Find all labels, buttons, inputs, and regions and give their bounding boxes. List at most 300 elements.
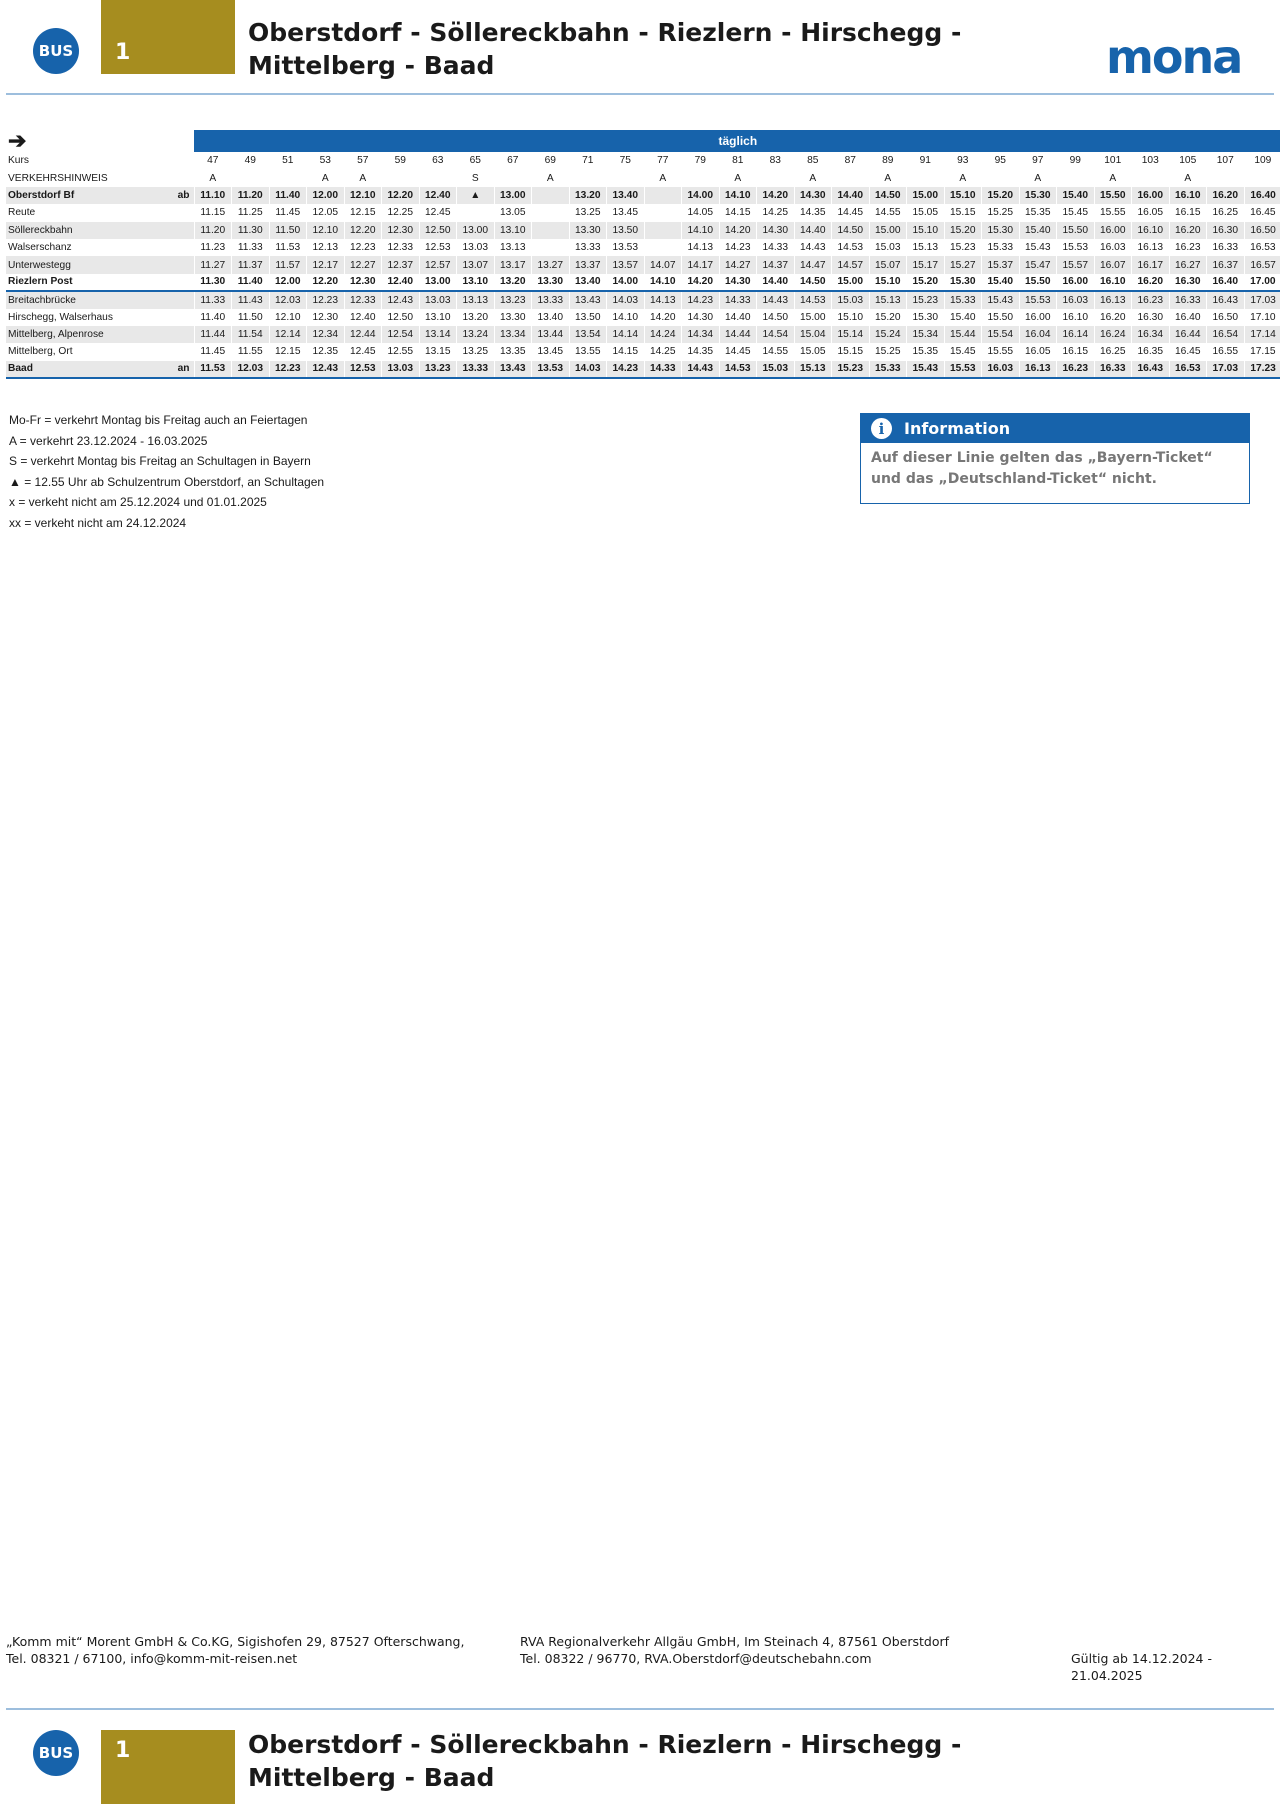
departure-time: 16.20 <box>1207 187 1245 204</box>
departure-time: 16.45 <box>1250 207 1276 219</box>
departure-time: 14.50 <box>794 274 832 291</box>
departure-time: 16.57 <box>1244 256 1280 273</box>
footnote: x = verkeht nicht am 25.12.2024 und 01.01.2025 <box>9 495 267 509</box>
departure-time: 12.14 <box>269 326 307 343</box>
hinweis-code <box>1132 169 1170 186</box>
spacer-cell <box>174 169 194 186</box>
departure-time: 15.03 <box>875 242 901 254</box>
departure-time: 15.40 <box>1019 222 1057 239</box>
departure-time: 15.50 <box>1057 222 1095 239</box>
departure-time: 13.30 <box>569 222 607 239</box>
band-row <box>6 130 1280 152</box>
departure-time: 16.05 <box>1137 207 1163 219</box>
departure-time: 12.20 <box>344 222 382 239</box>
kurs-number: 57 <box>357 155 369 167</box>
departure-time: 12.35 <box>312 346 338 358</box>
departure-time: 11.15 <box>200 207 226 219</box>
departure-time: 15.27 <box>944 256 982 273</box>
departure-time: 14.53 <box>837 242 863 254</box>
departure-time: 14.23 <box>725 242 751 254</box>
departure-time: 14.20 <box>757 187 795 204</box>
departure-time: 15.50 <box>1094 187 1132 204</box>
departure-time: 13.54 <box>569 326 607 343</box>
departure-time: 15.35 <box>1025 207 1051 219</box>
kurs-number: 103 <box>1141 155 1159 167</box>
departure-time: 15.50 <box>987 311 1013 323</box>
stop-marker <box>174 222 194 239</box>
stop-marker <box>174 343 194 360</box>
departure-time: 13.10 <box>494 222 532 239</box>
departure-time: 15.14 <box>832 326 870 343</box>
departure-time: 14.50 <box>762 311 788 323</box>
departure-time: 11.40 <box>200 311 226 323</box>
info-icon: i <box>871 418 892 439</box>
departure-time: 15.30 <box>912 311 938 323</box>
departure-time: 15.00 <box>907 187 945 204</box>
kurs-number: 89 <box>882 155 894 167</box>
stop-marker <box>174 239 194 256</box>
hinweis-code: S <box>471 172 479 184</box>
hinweis-code <box>494 169 532 186</box>
departure-time: 14.10 <box>644 274 682 291</box>
departure-time: 14.47 <box>794 256 832 273</box>
departure-time: 11.40 <box>269 187 307 204</box>
departure-time: 11.25 <box>237 207 263 219</box>
departure-time: 12.30 <box>312 311 338 323</box>
hinweis-code: A <box>659 172 667 184</box>
departure-time <box>457 204 495 221</box>
departure-time: 15.44 <box>944 326 982 343</box>
departure-time <box>532 204 570 221</box>
departure-time: 13.57 <box>607 256 645 273</box>
departure-time: 17.03 <box>1207 361 1245 378</box>
departure-time: 16.40 <box>1175 311 1201 323</box>
departure-time: 15.53 <box>1062 242 1088 254</box>
stop-name: Reute <box>8 207 36 219</box>
departure-time: 15.35 <box>912 346 938 358</box>
departure-time: 11.20 <box>232 187 270 204</box>
departure-time: 15.20 <box>875 311 901 323</box>
departure-time: 16.23 <box>1175 242 1201 254</box>
departure-time: 12.53 <box>344 361 382 378</box>
hinweis-code <box>832 169 870 186</box>
departure-time: 13.05 <box>500 207 526 219</box>
departure-time: 16.40 <box>1207 274 1245 291</box>
departure-time: 14.50 <box>869 187 907 204</box>
departure-time: 13.15 <box>425 346 451 358</box>
departure-time: 15.03 <box>832 291 870 308</box>
departure-time: 11.57 <box>269 256 307 273</box>
departure-time: 14.00 <box>682 187 720 204</box>
stop-row <box>6 326 1280 343</box>
departure-time: 16.20 <box>1100 311 1126 323</box>
departure-time: 13.53 <box>612 242 638 254</box>
departure-time: 14.35 <box>800 207 826 219</box>
kurs-number: 59 <box>394 155 406 167</box>
departure-time: 15.55 <box>987 346 1013 358</box>
departure-time: 13.40 <box>607 187 645 204</box>
departure-time: 14.17 <box>682 256 720 273</box>
operator-address-left <box>6 1633 464 1667</box>
kurs-number: 51 <box>282 155 294 167</box>
departure-time: 16.03 <box>1057 291 1095 308</box>
departure-time: 13.25 <box>462 346 488 358</box>
departure-time: 17.03 <box>1244 291 1280 308</box>
departure-time: 15.13 <box>794 361 832 378</box>
hinweis-code: A <box>809 172 817 184</box>
kurs-number: 99 <box>1069 155 1081 167</box>
departure-time: 15.40 <box>950 311 976 323</box>
departure-time: 13.43 <box>569 291 607 308</box>
stop-row <box>6 291 1280 308</box>
departure-time: 13.53 <box>532 361 570 378</box>
departure-time: 12.27 <box>344 256 382 273</box>
departure-time: 14.05 <box>687 207 713 219</box>
departure-time: 14.53 <box>719 361 757 378</box>
departure-time: 13.35 <box>500 346 526 358</box>
departure-time: 14.43 <box>800 242 826 254</box>
departure-time: 11.37 <box>232 256 270 273</box>
operator-address-middle <box>520 1633 949 1667</box>
departure-time <box>532 187 570 204</box>
departure-time: 16.30 <box>1207 222 1245 239</box>
departure-time: 11.44 <box>194 326 232 343</box>
departure-time: 12.20 <box>307 274 345 291</box>
operator-left-line-1: „Komm mit“ Morent GmbH & Co.KG, Sigishofen 29, 87527 Ofterschwang, <box>6 1634 465 1649</box>
departure-time: 13.55 <box>575 346 601 358</box>
stop-row <box>6 204 1280 221</box>
departure-time: 13.23 <box>419 361 457 378</box>
stop-name: Mittelberg, Ort <box>8 346 73 358</box>
departure-time: 12.25 <box>387 207 413 219</box>
departure-time: 14.54 <box>757 326 795 343</box>
departure-time: 15.43 <box>1025 242 1051 254</box>
departure-time: 11.45 <box>275 207 301 219</box>
departure-time: 16.13 <box>1094 291 1132 308</box>
operator-left-line-2: Tel. 08321 / 67100, info@komm-mit-reisen.net <box>6 1651 298 1666</box>
departure-time: 15.23 <box>832 361 870 378</box>
departure-time: 15.25 <box>987 207 1013 219</box>
departure-time: 15.10 <box>869 274 907 291</box>
route-title <box>248 16 961 82</box>
stop-row <box>6 256 1280 273</box>
page-header <box>0 0 1280 94</box>
departure-time: 15.54 <box>982 326 1020 343</box>
hinweis-code <box>607 169 645 186</box>
departure-time: 14.34 <box>682 326 720 343</box>
departure-time: 15.55 <box>1100 207 1126 219</box>
operator-mid-line-1: RVA Regionalverkehr Allgäu GmbH, Im Steinach 4, 87561 Oberstdorf <box>520 1634 950 1649</box>
hinweis-code <box>1057 169 1095 186</box>
departure-time: 12.37 <box>382 256 420 273</box>
departure-time: 14.44 <box>719 326 757 343</box>
departure-time <box>644 222 682 239</box>
departure-time: 16.43 <box>1132 361 1170 378</box>
departure-time: 11.54 <box>232 326 270 343</box>
departure-time <box>644 239 682 256</box>
info-text: Auf dieser Linie gelten das „Bayern-Ticket“ und das „Deutschland-Ticket“ nicht. <box>871 450 1213 487</box>
departure-time: 12.40 <box>350 311 376 323</box>
departure-time: 13.03 <box>419 291 457 308</box>
departure-time: 13.13 <box>457 291 495 308</box>
departure-time: 16.15 <box>1175 207 1201 219</box>
departure-time <box>532 239 570 256</box>
stop-row <box>6 361 1280 378</box>
hinweis-code: A <box>959 172 967 184</box>
departure-time: 14.33 <box>644 361 682 378</box>
kurs-number: 97 <box>1032 155 1044 167</box>
departure-time: 16.07 <box>1094 256 1132 273</box>
departure-time: 11.50 <box>237 311 263 323</box>
hinweis-code: A <box>359 172 367 184</box>
departure-time: 13.23 <box>494 291 532 308</box>
departure-time: 16.17 <box>1132 256 1170 273</box>
kurs-number: 109 <box>1254 155 1272 167</box>
departure-time: 15.30 <box>982 222 1020 239</box>
departure-time: 12.45 <box>350 346 376 358</box>
departure-time: 12.40 <box>419 187 457 204</box>
departure-time: 16.20 <box>1132 274 1170 291</box>
departure-time: 15.33 <box>869 361 907 378</box>
kurs-number: 75 <box>619 155 631 167</box>
stop-marker: ab <box>174 187 194 204</box>
stop-marker <box>174 291 194 308</box>
departure-time: 13.13 <box>500 242 526 254</box>
departure-time: 16.54 <box>1207 326 1245 343</box>
departure-time: 14.10 <box>682 222 720 239</box>
departure-time: 14.13 <box>644 291 682 308</box>
line-number: 1 <box>101 0 235 74</box>
stop-row <box>6 343 1280 360</box>
footnote: S = verkehrt Montag bis Freitag an Schultagen in Bayern <box>9 454 311 468</box>
kurs-number: 87 <box>844 155 856 167</box>
departure-time: 16.24 <box>1094 326 1132 343</box>
departure-time: 15.30 <box>944 274 982 291</box>
departure-time: 16.23 <box>1057 361 1095 378</box>
departure-time: 14.13 <box>687 242 713 254</box>
departure-time: 16.23 <box>1132 291 1170 308</box>
route-title-line-2: Mittelberg - Baad <box>248 51 495 80</box>
departure-time: 15.10 <box>944 187 982 204</box>
departure-time: 14.15 <box>725 207 751 219</box>
departure-time: 12.00 <box>307 187 345 204</box>
departure-time: 14.25 <box>762 207 788 219</box>
departure-time: 16.10 <box>1169 187 1207 204</box>
stop-name: Hirschegg, Walserhaus <box>8 311 113 323</box>
route-title-line-2: Mittelberg - Baad <box>248 1763 495 1792</box>
departure-time: 16.15 <box>1062 346 1088 358</box>
departure-time: 14.10 <box>719 187 757 204</box>
departure-time: 16.33 <box>1212 242 1238 254</box>
stop-name: Breitachbrücke <box>6 291 174 308</box>
departure-time: 16.55 <box>1212 346 1238 358</box>
departure-time: 14.35 <box>687 346 713 358</box>
departure-time: 13.40 <box>569 274 607 291</box>
departure-time: 12.43 <box>382 291 420 308</box>
departure-time: 12.55 <box>387 346 413 358</box>
departure-time: 12.13 <box>312 242 338 254</box>
spacer-cell <box>174 130 194 152</box>
footer-divider <box>6 1708 1274 1710</box>
departure-time: 12.45 <box>425 207 451 219</box>
departure-time: 14.57 <box>832 256 870 273</box>
stop-name: Baad <box>6 361 174 378</box>
departure-time: 15.24 <box>869 326 907 343</box>
departure-time: 16.50 <box>1244 222 1280 239</box>
departure-time: 14.45 <box>725 346 751 358</box>
departure-time: 16.00 <box>1094 222 1132 239</box>
departure-time: 15.04 <box>794 326 832 343</box>
stop-marker <box>174 204 194 221</box>
stop-name: Oberstdorf Bf <box>6 187 174 204</box>
departure-time: 13.40 <box>537 311 563 323</box>
footnote: A = verkehrt 23.12.2024 - 16.03.2025 <box>9 433 208 448</box>
departure-time: 14.40 <box>757 274 795 291</box>
footnote: xx = verkeht nicht am 24.12.2024 <box>9 515 187 530</box>
departure-time: 13.17 <box>494 256 532 273</box>
route-title-line-1: Oberstdorf - Söllereckbahn - Riezlern - Hirschegg - <box>248 1730 962 1759</box>
departure-time: 12.23 <box>307 291 345 308</box>
departure-time: 12.30 <box>382 222 420 239</box>
kurs-number: 53 <box>319 155 331 167</box>
hinweis-label: VERKEHRSHINWEIS <box>8 172 108 184</box>
departure-time: ▲ <box>457 187 495 204</box>
departure-time: 16.10 <box>1094 274 1132 291</box>
departure-time: 12.50 <box>419 222 457 239</box>
kurs-number: 67 <box>507 155 519 167</box>
departure-time: 12.03 <box>232 361 270 378</box>
departure-time: 16.43 <box>1207 291 1245 308</box>
departure-time: 13.50 <box>575 311 601 323</box>
departure-time: 15.05 <box>912 207 938 219</box>
stop-name: Mittelberg, Alpenrose <box>6 326 174 343</box>
departure-time: 15.20 <box>907 274 945 291</box>
stop-name: Söllereckbahn <box>6 222 174 239</box>
bus-badge: BUS <box>33 1730 79 1776</box>
stop-row <box>6 187 1280 204</box>
departure-time: 14.30 <box>757 222 795 239</box>
departure-time: 14.20 <box>650 311 676 323</box>
departure-time: 16.37 <box>1207 256 1245 273</box>
departure-time: 14.55 <box>875 207 901 219</box>
departure-time: 13.43 <box>494 361 532 378</box>
hinweis-code: A <box>734 172 742 184</box>
direction-arrow-icon: ➔ <box>8 130 27 152</box>
departure-time: 16.53 <box>1250 242 1276 254</box>
stop-marker <box>174 274 194 291</box>
departure-time: 12.54 <box>382 326 420 343</box>
next-page-header <box>0 1730 1280 1804</box>
departure-time: 15.17 <box>907 256 945 273</box>
departure-time: 13.10 <box>425 311 451 323</box>
departure-time: 13.07 <box>457 256 495 273</box>
departure-time: 12.40 <box>382 274 420 291</box>
departure-time: 12.53 <box>425 242 451 254</box>
departure-time: 16.50 <box>1212 311 1238 323</box>
departure-time: 12.44 <box>344 326 382 343</box>
departure-time: 11.33 <box>194 291 232 308</box>
footnote: ▲ = 12.55 Uhr ab Schulzentrum Oberstdorf, an Schultagen <box>9 474 325 489</box>
footnotes <box>9 410 324 533</box>
stop-row <box>6 309 1280 326</box>
departure-time: 12.33 <box>387 242 413 254</box>
departure-time: 17.15 <box>1250 346 1276 358</box>
departure-time: 15.20 <box>944 222 982 239</box>
departure-time: 14.50 <box>832 222 870 239</box>
kurs-number: 91 <box>919 155 931 167</box>
kurs-label: Kurs <box>8 155 29 167</box>
departure-time: 16.00 <box>1025 311 1051 323</box>
hinweis-code <box>419 169 457 186</box>
departure-time: 17.23 <box>1244 361 1280 378</box>
departure-time: 13.27 <box>532 256 570 273</box>
departure-time: 15.20 <box>982 187 1020 204</box>
departure-time: 14.20 <box>719 222 757 239</box>
kurs-number: 47 <box>207 155 219 167</box>
departure-time: 11.20 <box>194 222 232 239</box>
hinweis-code <box>757 169 795 186</box>
footnote: Mo-Fr = verkehrt Montag bis Freitag auch an Feiertagen <box>9 413 308 427</box>
timetable <box>6 130 1280 379</box>
departure-time: 13.30 <box>532 274 570 291</box>
departure-time: 13.20 <box>494 274 532 291</box>
departure-time: 13.20 <box>569 187 607 204</box>
departure-time: 11.40 <box>232 274 270 291</box>
departure-time: 13.10 <box>457 274 495 291</box>
hinweis-code: A <box>546 172 554 184</box>
departure-time: 15.30 <box>1019 187 1057 204</box>
departure-time: 15.07 <box>869 256 907 273</box>
stop-name: Walserschanz <box>8 242 72 254</box>
departure-time: 12.17 <box>307 256 345 273</box>
departure-time: 15.10 <box>837 311 863 323</box>
bus-badge: BUS <box>33 28 79 74</box>
departure-time: 16.03 <box>1100 242 1126 254</box>
departure-time: 14.30 <box>794 187 832 204</box>
hinweis-code: A <box>1109 172 1117 184</box>
departure-time: 17.14 <box>1244 326 1280 343</box>
departure-time: 13.00 <box>457 222 495 239</box>
line-number: 1 <box>101 1730 235 1804</box>
departure-time: 16.13 <box>1019 361 1057 378</box>
departure-time: 13.30 <box>500 311 526 323</box>
departure-time: 15.23 <box>907 291 945 308</box>
departure-time: 13.33 <box>532 291 570 308</box>
departure-time: 12.00 <box>269 274 307 291</box>
departure-time: 15.00 <box>800 311 826 323</box>
departure-time: 14.07 <box>644 256 682 273</box>
departure-time: 16.45 <box>1175 346 1201 358</box>
departure-time: 15.43 <box>982 291 1020 308</box>
kurs-number: 85 <box>807 155 819 167</box>
departure-time <box>644 187 682 204</box>
departure-time: 11.53 <box>194 361 232 378</box>
departure-time: 16.35 <box>1137 346 1163 358</box>
departure-time: 13.24 <box>457 326 495 343</box>
departure-time: 14.40 <box>832 187 870 204</box>
hinweis-code <box>232 169 270 186</box>
departure-time: 12.15 <box>350 207 376 219</box>
departure-time: 15.05 <box>800 346 826 358</box>
hinweis-code <box>569 169 607 186</box>
departure-time: 12.23 <box>269 361 307 378</box>
departure-time: 11.53 <box>275 242 301 254</box>
departure-time: 14.33 <box>719 291 757 308</box>
departure-time: 16.40 <box>1244 187 1280 204</box>
hinweis-code: A <box>884 172 892 184</box>
departure-time: 15.53 <box>1019 291 1057 308</box>
departure-time: 13.45 <box>537 346 563 358</box>
